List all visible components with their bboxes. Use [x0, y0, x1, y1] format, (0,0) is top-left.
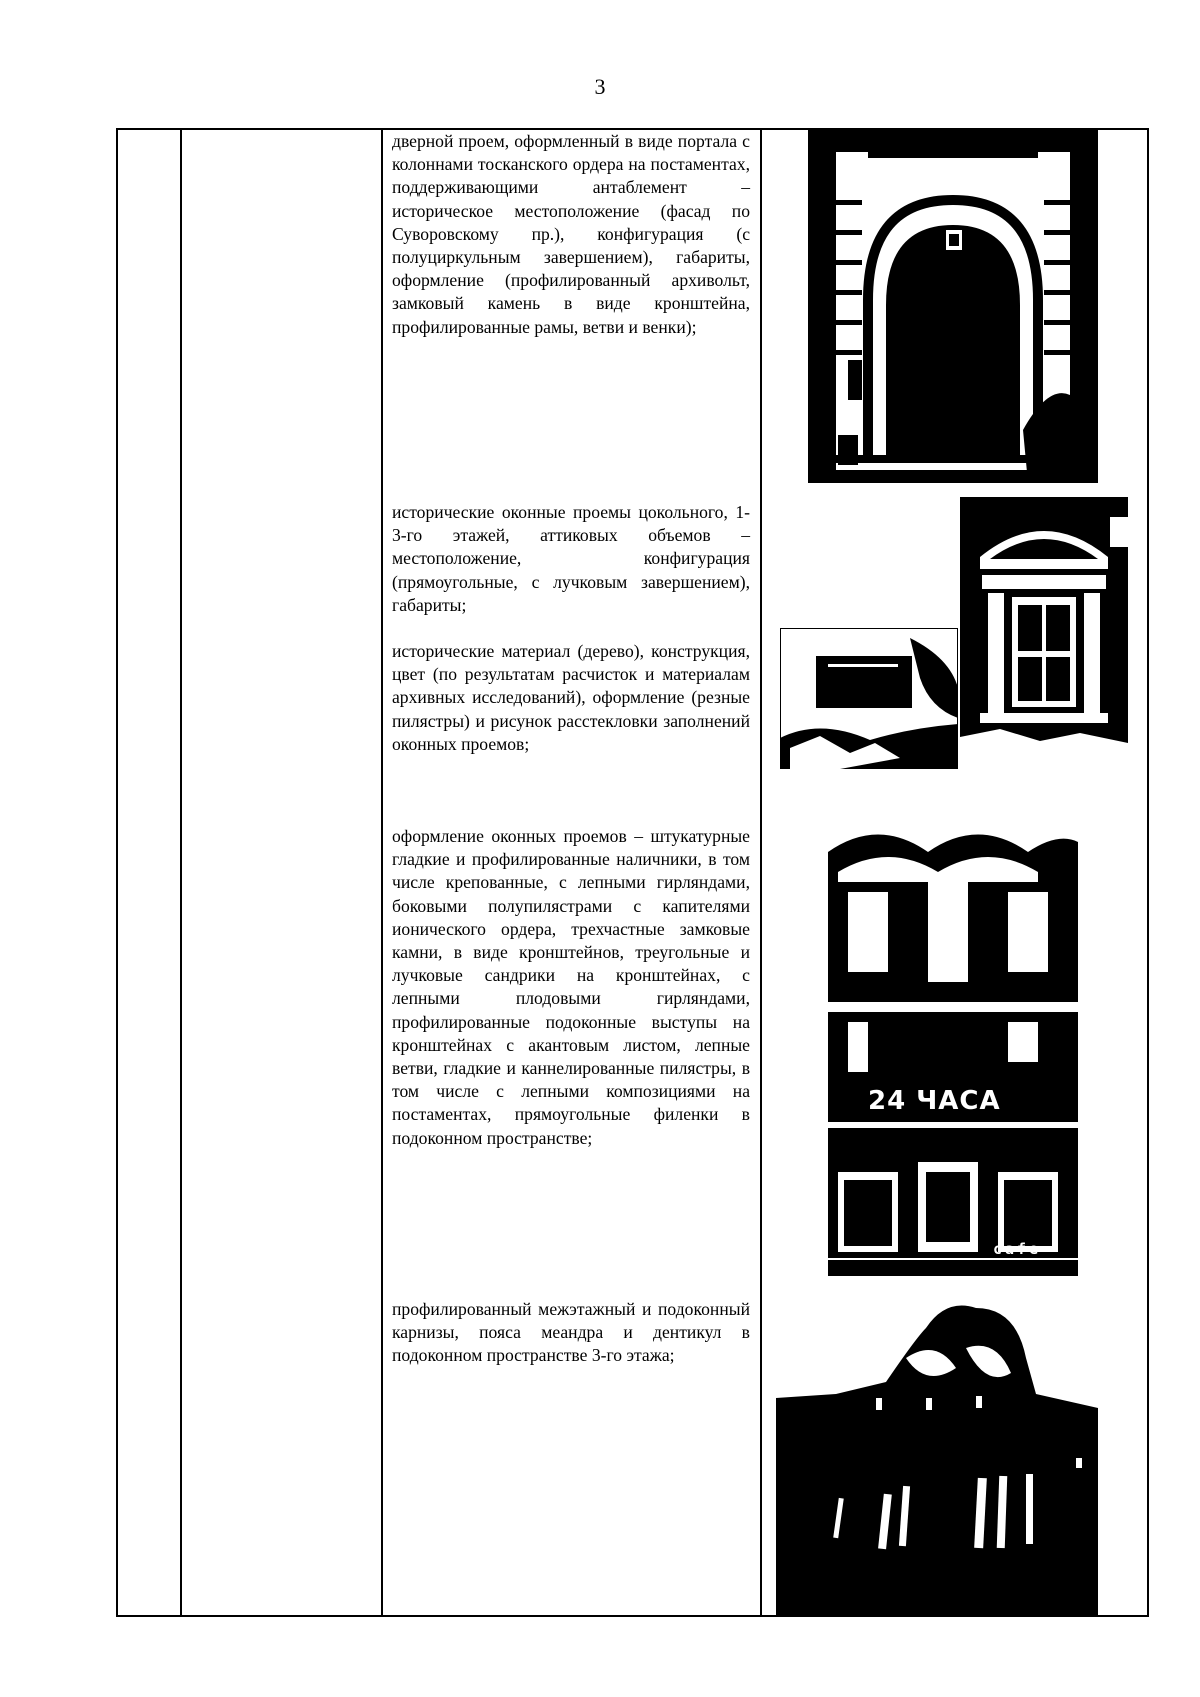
shop-sign-cafe: cafe — [993, 1240, 1042, 1258]
column-divider-1 — [180, 128, 182, 1617]
text-portal-doorway: дверной проем, оформленный в виде портала с колоннами тосканского ордера на постаментах, поддерживающими антаблемент – историческое местоположение (фасад по Суворовскому пр.), конфигурация (с полуциркульным завершением), габариты, оформление (профилированный архивольт, замковый камень в виде кронштейна, профилированные рамы, ветви и венки); — [392, 131, 750, 337]
text-window-decoration: оформление оконных проемов – штукатурные гладкие и профилированные наличники, в том числе крепованные, с лепными гирляндами, боковыми полупилястрами с капителями ионического ордера, трехчастные замковые камни, в виде кронштейнов, треугольные и лучковые сандрики на кронштейнах, с лепными плодовыми гирляндами, профилированные подоконные выступы на кронштейнах с акантовым листом, лепные ветви, гладкие и каннелированные пилястры, в том числе с лепными композициями на постаментах, прямоугольные филенки в подоконном пространстве; — [392, 826, 750, 1148]
photo-basement-window — [780, 628, 958, 769]
photo-facade-shop — [828, 822, 1078, 1276]
column-divider-3 — [760, 128, 762, 1617]
photo-cornice-ornament — [776, 1298, 1098, 1615]
photo-portal-doorway — [808, 130, 1098, 483]
text-window-materials: исторические материал (дерево), конструкция, цвет (по результатам расчисток и материалам архивных исследований), оформление (резные пилястры) и рисунок расстекловки заполнений оконных проемов; — [392, 641, 750, 754]
column-divider-2 — [381, 128, 383, 1617]
shop-sign-hours: 24 ЧАСА — [868, 1086, 1001, 1116]
text-window-openings: исторические оконные проемы цокольного, 1-3-го этажей, аттиковых объемов – местоположение, конфигурация (прямоугольные, с лучковым завершением), габариты; — [392, 502, 750, 615]
photo-window-pediment — [960, 497, 1128, 769]
page-number: 3 — [594, 74, 606, 99]
text-cornices: профилированный межэтажный и подоконный карнизы, пояса меандра и дентикул в подоконном пространстве 3-го этажа; — [392, 1299, 750, 1366]
